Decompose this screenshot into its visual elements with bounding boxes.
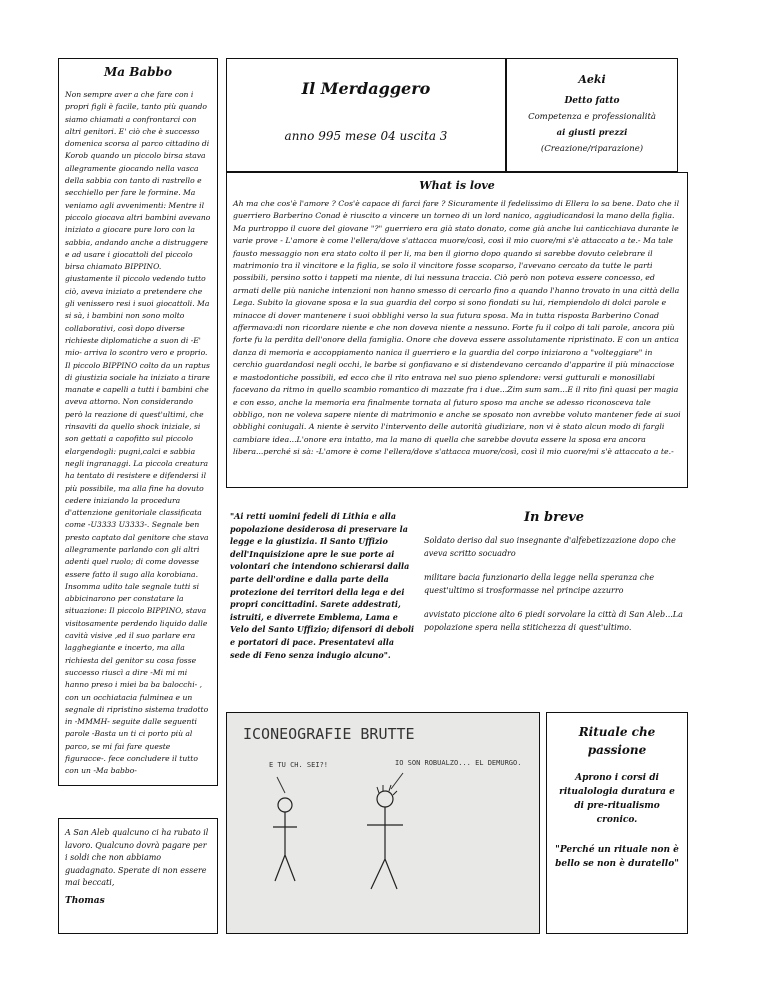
brevi-item: Soldato deriso dal suo insegnante d'alfebetizzazione dopo che aveva scritto socuadro [424,536,676,558]
inquisition-notice [230,510,416,661]
ad-slogan: Detto fatto [564,96,620,106]
left-note [58,818,218,934]
issue-line: anno 995 mese 04 uscita 3 [284,129,448,143]
left-article-body: Non sempre aver a che fare con i propri figli è facile, tanto più quando siamo chiamati a confrontarci con altri genitori. E' ciò che è successo domenica scorsa al parco cittadino di Korob quando un piccolo birsa stava allegramente giocando nella vasca della sabbia con tanto di rastrello e secchiello per fare le formine. Ma veniamo agli avvenimenti: Mentre il piccolo giocava altri bambini avevano iniziato a giocare pure loro con la sabbia, andando anche a distruggere e ad usare i giocattoli del piccolo birsa chiamato BIPPINO. giustamente il piccolo vedendo tutto ciò, aveva iniziato a pretendere che gli venissero resi i suoi giocattoli. Ma si sà, i bambini non sono molto collaborativi, così dopo diverse richieste diplomatiche a suon di -E' mio- arriva lo scontro vero e proprio. Il piccolo BIPPINO colto da un raptus di giustizia sociale ha iniziato a tirare manate e capelli a tutti i bambini che aveva attorno. Non considerando però la reazione di quest'ultimi, che rinsaviti da quello shock iniziale, si son gettati a capofitto sul piccolo elargendogli: pugni,calci e sabbia negli ingranaggi. La piccola creatura ha tentato di resistere e difendersi il più possibile, ma alla fine ha dovuto cedere iniziando la procedura d'attenzione genitoriale classificata come -U3333 U3333-. Segnale ben presto captato dal genitore che stava allegramente parlando con gli altri adenti quel ruolo; di come dovesse essere fatto il sugo alla korobiana. Insomma udito tale segnale tutti si abbicinarono per constatare la situazione: Il piccolo BIPPINO, stava visitosamente perdendo liquido dalle cavità visive ,ed il suo parlare era lagghegiante e incerto, ma alla richiesta del genitor su cosa fosse successo riuscì a dire -Mi mi mi hanno preso i miei ba ba balocchi- , con un occhiatacia fulminea e un segnale di ripristino sistema tradotto in -MMMH- seguite dalle seguenti parole -Basta un ti ci porto più al parco, se mi fai fare queste figuracce-. fece concludere il tutto con un -Ma babbo- [65,90,211,776]
ad-box [506,58,678,172]
left-article-title: Ma Babbo [104,65,172,79]
main-article [226,172,688,488]
newspaper-name: Il Merdaggero [301,79,431,98]
sketch-bubble-left: E TU CH. SEI?! [269,761,329,769]
ad-line-prezzi: ai giusti prezzi [556,128,628,138]
left-note-body: A San Aleb qualcuno ci ha rubato il lavoro. Qualcuno dovrà pagare per i soldi che non abbiamo guadagnato. Sperate di non essere mai beccati, [65,828,209,888]
sketch-image [226,712,540,934]
ritual-quote: "Perché un rituale non è bello se non è duratello" [555,845,679,869]
ritual-title: Rituale che passione [578,725,656,757]
ritual-body: Aprono i corsi di ritualologia duratura e di pre-ritualismo cronico. [559,773,675,825]
ad-line-competenza: Competenza e professionalità [528,112,656,122]
brevi-title: In breve [523,510,585,525]
news-in-brief [424,510,684,647]
left-note-signature: Thomas [65,895,105,906]
main-article-title: What is love [419,179,495,192]
sketch-heading: ICONEOGRAFIE BRUTTE [243,725,415,743]
brevi-item: avvistato piccione alto 6 piedi sorvolare la città di San Aleb...La popolazione spera nella stitichezza di quest'ultimo. [424,610,683,632]
ad-brand: Aeki [578,73,606,86]
sketch-bubble-right: IO SON ROBUALZO... EL DEMURGO. [395,759,522,767]
brevi-item: militare bacia funzionario della legge nella speranza che quest'ultimo si trosformasse nel principe azzurro [424,573,655,595]
masthead [226,58,506,172]
sketch-drawing [227,713,539,933]
left-article [58,58,218,786]
ritual-box [546,712,688,934]
ad-line-creazione: (Creazione/riparazione) [540,144,644,154]
notice-body: "Ai retti uomini fedeli di Lithia e alla popolazione desiderosa di preservare la legge e la giustizia. Il Santo Uffizio dell'Inquisizione apre le sue porte ai volontari che intendono schierarsi dalla parte dell'ordine e dalla parte della protezione dei territori della lega e dei propri concittadini. Sarete addestrati, istruiti, e diverrete Emblema, Lama e Velo del Santo Uffizio; difensori di deboli e portatori di pace. Presentatevi alla sede di Feno senza indugio alcuno". [230,511,415,660]
main-article-body: Ah ma che cos'è l'amore ? Cos'è capace di farci fare ? Sicuramente il fedelissimo di Ellera lo sa bene. Dato che il guerriero Barberino Conad è riuscito a vincere un torneo di un lord nanico, aggiudicandosi la mano della figlia. Ma purtroppo il cuore del giovane "?" guerriero era già stato donato, come già anche lui canticchiava durante le varie prove - L'amore è come l'ellera/dove s'attacca muore/così, così il mio cuore/mi s'è attaccato a te.- Ma tale fausto messaggio non era stato colto il per li, ma ben il giorno dopo quando si sarebbe dovuto celebrare il matrimonio tra il vincitore e la figlia, se solo il vincitore fosse scoparso, l'avevano cercato da tutte le parti possibili, persino sotto i tappeti ma niente, di lui nessuna traccia. Ciò però non poteva essere concesso, ed armati delle più naniche intenzioni non hanno smesso di cercarlo fino a quando l'hanno trovato in una città della Lega. Subito la giovane sposa e la sua guardia del corpo si sono fiondati su lui, riempiendolo di dolci parole e minacce di dover mantenere i suoi obblighi verso la sua futura sposa. Ma in tutta risposta Barberino Conad affermava:di non ricordare niente e che non doveva niente a nessuno. Forte fu il colpo di tali parole, ancora più forte fu la perdita dell'onore della famiglia. Onore che doveva essere assolutamente ripristinato. E con un antica danza di memoria e accoppiamento nanica il guerriero e la guardia del corpo iniziarono a "volteggiare" in cerchio guardandosi negli occhi, le barbe si gonfiavano e si distendevano cercando d'apparire il più minacciose e mastodontiche possibili, ed ecco che il rito entrava nel suo pieno splendore: versi gutturali e monosillabi facevano da ritmo in quello scambio romantico di mazzate fra i due...Zim sum sam...E il rito finì quasi per magia e con esso, anche la memoria era finalmente tornata al futuro sposo ma anche se adesso riconosceva tale obbligo, non ne voleva sapere niente di matrimonio e anche se sposato non avrebbe voluto mantener fede ai suoi obblighi coniugali. A niente è servito l'intervento delle autorità giudiziare, non vi è stato alcun modo di fargli cambiare idea...L'onore era intatto, ma la mano di quella che sarebbe dovuta essere la sposa era ancora libera...perché si sà: -L'amore è come l'ellera/dove s'attacca muore/così, così il mio cuore/mi s'è attaccato a te.- [233,199,681,457]
